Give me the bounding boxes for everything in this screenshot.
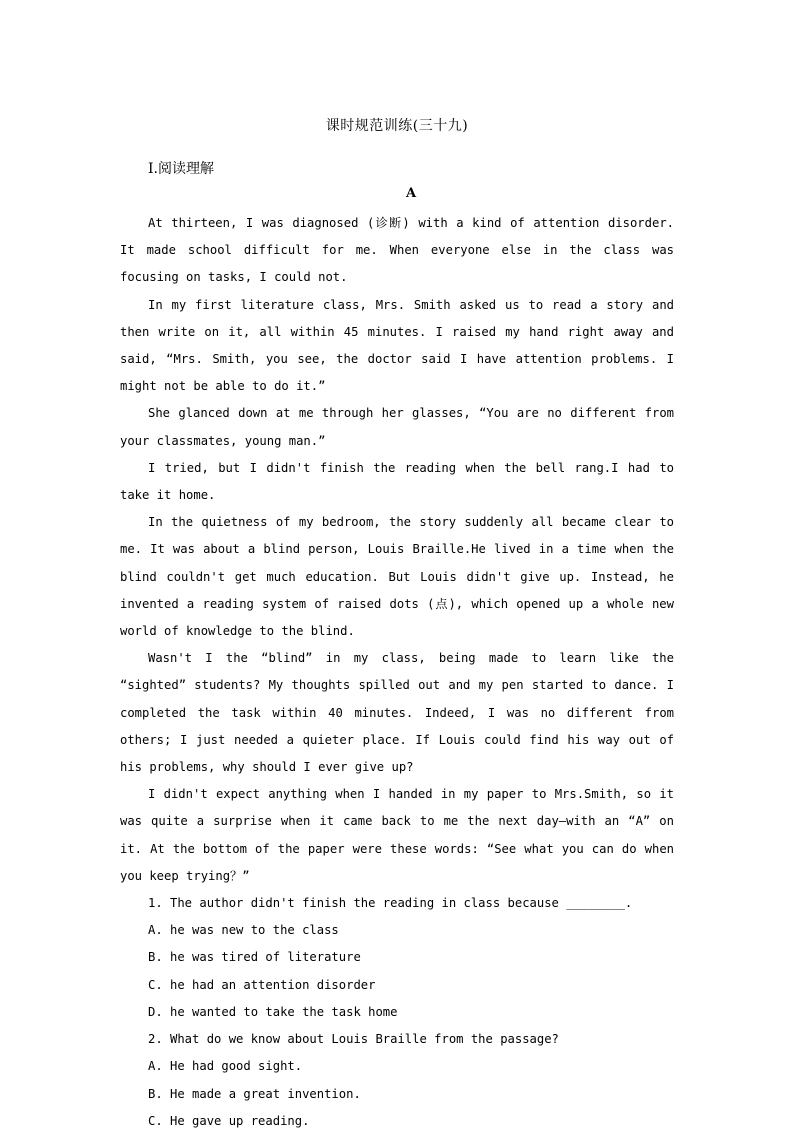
passage-paragraph: I didn't expect anything when I handed in my paper to Mrs.Smith, so it was quite a surprise when it came back to me the next day—with an “A” on it. At the bottom of the paper were these words: “See what you can do when you keep trying？”: [120, 787, 674, 883]
section-heading: Ⅰ.阅读理解: [148, 161, 214, 177]
passage-paragraph: I tried, but I didn't finish the reading when the bell rang.I had to take it home.: [120, 460, 674, 503]
question-option: A. He had good sight.: [148, 1059, 303, 1074]
passage-paragraph: Wasn't I the “blind” in my class, being made to learn like the “sighted” students? My thoughts spilled out and my pen started to dance. I completed the task within 40 minutes. Indeed, I was no different from others; I just needed a quieter place. If Louis could find his way out of his problems, why should I ever give up?: [120, 651, 674, 775]
page-title: 课时规范训练(三十九): [325, 118, 469, 134]
passage-paragraph: In my first literature class, Mrs. Smith asked us to read a story and then write on it, all within 45 minutes. I raised my hand right away and said, “Mrs. Smith, you see, the doctor said I have attention problems. I might not be able to do it.”: [120, 297, 674, 394]
question-option: C. he had an attention disorder: [148, 977, 376, 992]
passage-paragraph: In the quietness of my bedroom, the story suddenly all became clear to me. It was about a blind person, Louis Braille.He lived in a time when the blind couldn't get much education. But Louis didn't give up. Instead, he invented a reading system of raised dots (点), which opened up a whole new world of knowledge to the blind.: [120, 515, 674, 639]
question-option: D. he wanted to take the task home: [148, 1004, 398, 1019]
question-option: B. he was tired of literature: [148, 950, 361, 965]
question-option: C. He gave up reading.: [148, 1113, 310, 1128]
question-stem: 1. The author didn't finish the reading in class because ________.: [148, 896, 633, 911]
question-option: B. He made a great invention.: [148, 1086, 361, 1101]
passage-paragraph: At thirteen, I was diagnosed (诊断) with a kind of attention disorder. It made school difficult for me. When everyone else in the class was focusing on tasks, I could not.: [120, 216, 674, 285]
question-stem: 2. What do we know about Louis Braille from the passage?: [148, 1032, 559, 1047]
passage-label: A: [405, 186, 417, 201]
passage-body: [120, 210, 674, 1135]
passage-paragraph: She glanced down at me through her glasses, “You are no different from your classmates, young man.”: [120, 406, 674, 448]
question-option: A. he was new to the class: [148, 923, 339, 938]
